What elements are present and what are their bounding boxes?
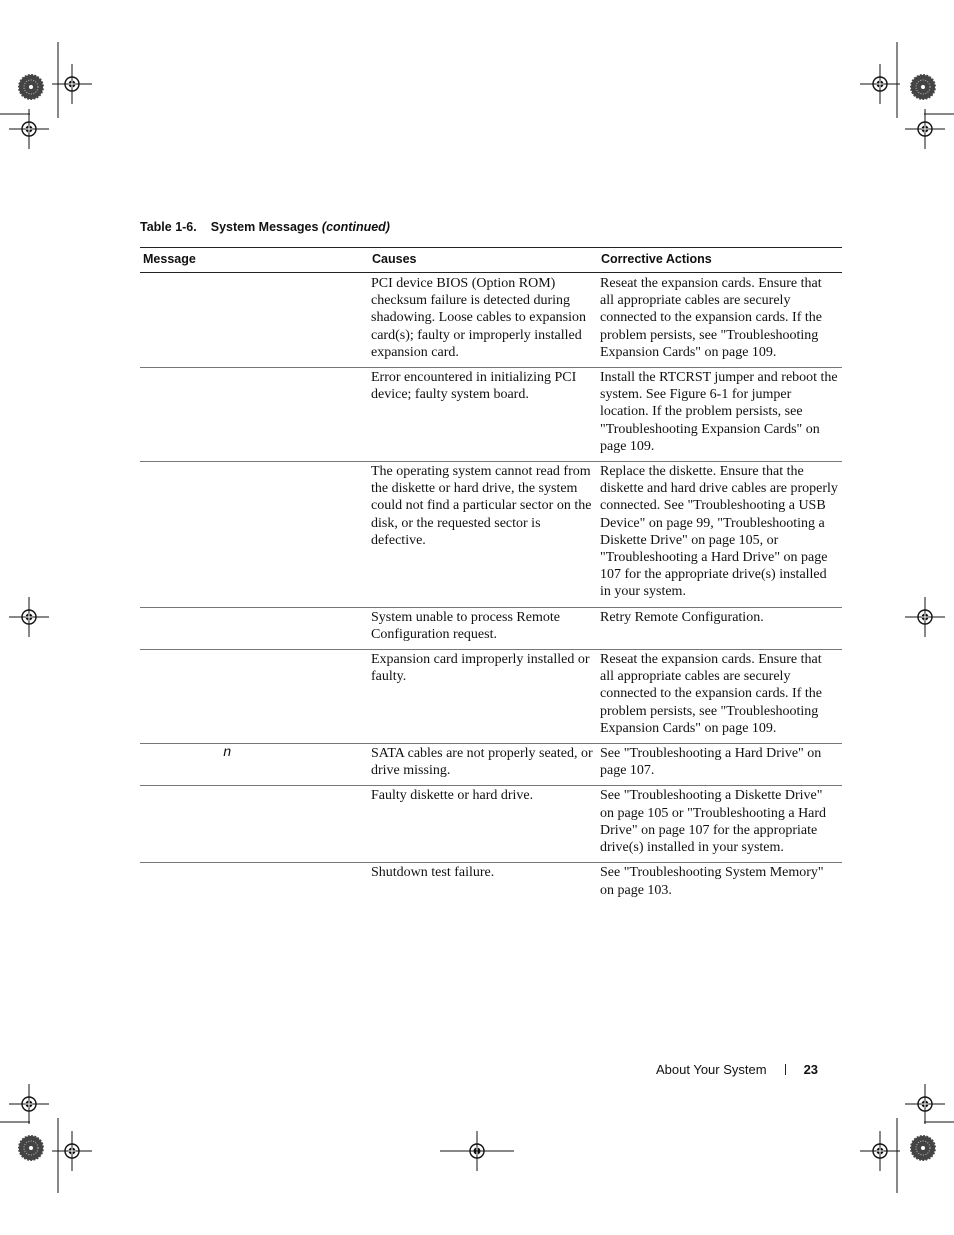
message-cell: n [140,744,369,786]
action-cell: Reseat the expansion cards. Ensure that all appropriate cables are securely connected to the expansion cards. If the problem persists, see "Troubleshooting Expansion Cards" on page 109. [598,650,842,744]
action-cell: See "Troubleshooting a Diskette Drive" on page 105 or "Troubleshooting a Hard Drive" on page 107 for the appropriate drive(s) installed in your system. [598,786,842,863]
action-cell: See "Troubleshooting a Hard Drive" on page 107. [598,744,842,786]
cause-cell: Expansion card improperly installed or faulty. [369,650,598,744]
action-cell: Retry Remote Configuration. [598,607,842,649]
cause-cell: Faulty diskette or hard drive. [369,786,598,863]
footer-section-title: About Your System [656,1062,767,1077]
cause-cell: Error encountered in initializing PCI device; faulty system board. [369,368,598,462]
registration-cross-mark [905,597,945,637]
registration-cross-mark [905,1084,945,1124]
cause-cell: System unable to process Remote Configuration request. [369,607,598,649]
action-cell: See "Troubleshooting System Memory" on page 103. [600,865,824,898]
header-corrective-actions: Corrective Actions [598,248,842,273]
registration-cross-mark [9,1084,49,1124]
action-cell: Reseat the expansion cards. Ensure that all appropriate cables are securely connected to the expansion cards. If the problem persists, see "Troubleshooting Expansion Cards" on page 109. [598,273,842,368]
action-cell: Replace the diskette. Ensure that the diskette and hard drive cables are properly connected. See "Troubleshooting a USB Device" on page 99, "Troubleshooting a Diskette Drive" on page 105, or "Troubleshooting a Hard Drive" on page 107 for the appropriate drive(s) installed in your system. [598,462,842,608]
registration-cross-mark [860,1131,900,1171]
header-message: Message [140,248,369,273]
registration-star-mark [910,74,936,100]
cause-cell: PCI device BIOS (Option ROM) checksum failure is detected during shadowing. Loose cables to expansion card(s); faulty or improperly installed expansion card. [369,273,598,368]
cause-cell: SATA cables are not properly seated, or drive missing. [369,744,598,786]
registration-cross-mark [9,109,49,149]
registration-cross-mark [905,109,945,149]
header-causes: Causes [369,248,598,273]
registration-star-mark [18,1135,44,1161]
registration-cross-mark [9,597,49,637]
registration-star-mark [910,1135,936,1161]
cause-cell: Shutdown test failure. [371,865,495,881]
table-title: System Messages [210,220,319,234]
table-continued: (continued) [321,220,390,234]
registration-cross-mark [860,64,900,104]
cause-cell: The operating system cannot read from the diskette or hard drive, the system could not find a particular sector on the disk, or the requested sector is defective. [369,462,598,608]
page-number: 23 [803,1062,819,1077]
action-cell: Install the RTCRST jumper and reboot the system. See Figure 6-1 for jumper location. If the problem persists, see "Troubleshooting Expansion Cards" on page 109. [598,368,842,462]
table-number: Table 1-6. [140,220,197,234]
registration-star-mark [18,74,44,100]
